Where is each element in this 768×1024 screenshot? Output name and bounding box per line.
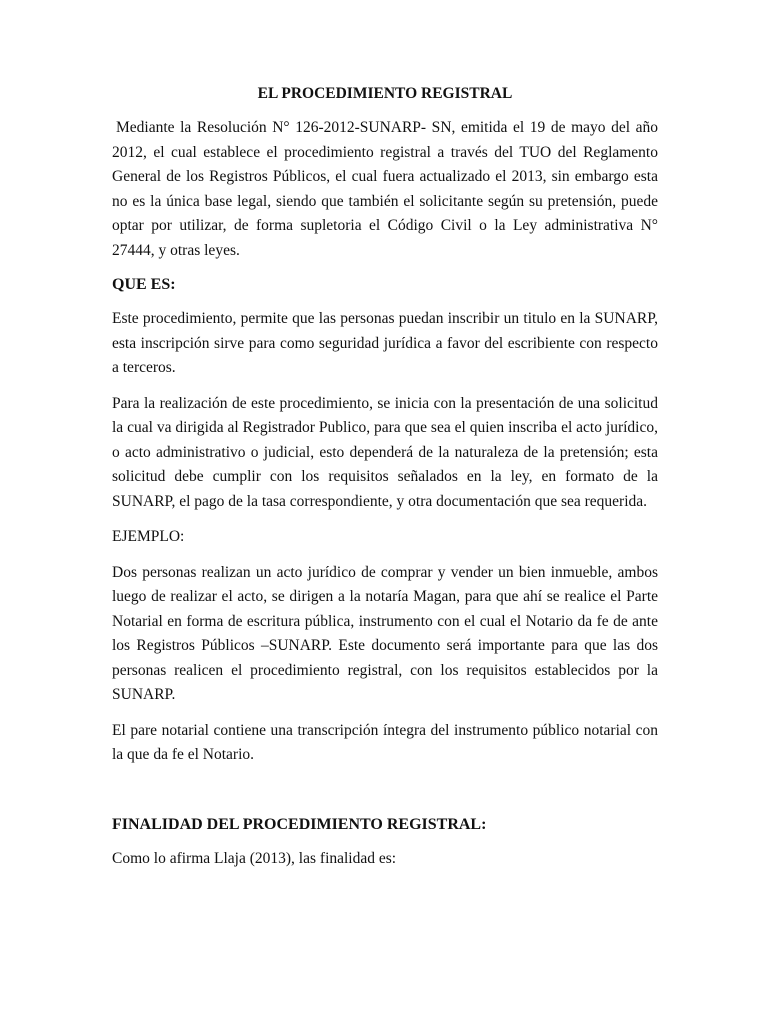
example-paragraph: Dos personas realizan un acto jurídico de comprar y vender un bien inmueble, ambos luego de realizar el acto, se dirigen a la notaría Magan, para que ahí se realice el Parte Notarial en forma de escritura pública, instrumento con el cual el Notario da fe de ante los Registros Públicos –SUNARP. Este documento será importante para que las dos personas realicen el procedimiento registral, con los requisitos establecidos por la SUNARP. [112,563,658,703]
section-heading-que-es: QUE ES: [112,276,176,293]
finalidad-intro-paragraph: Como lo afirma Llaja (2013), las finalidad es: [112,849,397,867]
document-body [112,84,658,882]
document-title: EL PROCEDIMIENTO REGISTRAL [257,85,513,102]
procedure-paragraph: Para la realización de este procedimiento, se inicia con la presentación de una solicitud la cual va dirigida al Registrador Publico, para que sea el quien inscriba el acto jurídico, o acto administrativo o judicial, esto dependerá de la naturaleza de la pretensión; esta solicitud debe cumplir con los requisitos señalados en la ley, en formato de la SUNARP, el pago de la tasa correspondiente, y otra documentación que sea requerida. [112,394,658,510]
section-heading-finalidad: FINALIDAD DEL PROCEDIMIENTO REGISTRAL: [112,815,487,833]
example-label: EJEMPLO: [112,528,185,545]
section-spacer [112,779,658,814]
notarial-paragraph: El pare notarial contiene una transcripción íntegra del instrumento público notarial con la que da fe el Notario. [112,721,658,763]
definition-paragraph: Este procedimiento, permite que las personas puedan inscribir un titulo en la SUNARP, esta inscripción sirve para como seguridad jurídica a favor del escribiente con respecto a terceros. [112,310,658,376]
intro-paragraph: Mediante la Resolución N° 126-2012-SUNARP- SN, emitida el 19 de mayo del año 2012, el cual establece el procedimiento registral a través del TUO del Reglamento General de los Registros Públicos, el cual fuera actualizado el 2013, sin embargo esta no es la única base legal, siendo que también el solicitante según su pretensión, puede optar por utilizar, de forma supletoria el Código Civil o la Ley administrativa N° 27444, y otras leyes. [112,119,658,259]
